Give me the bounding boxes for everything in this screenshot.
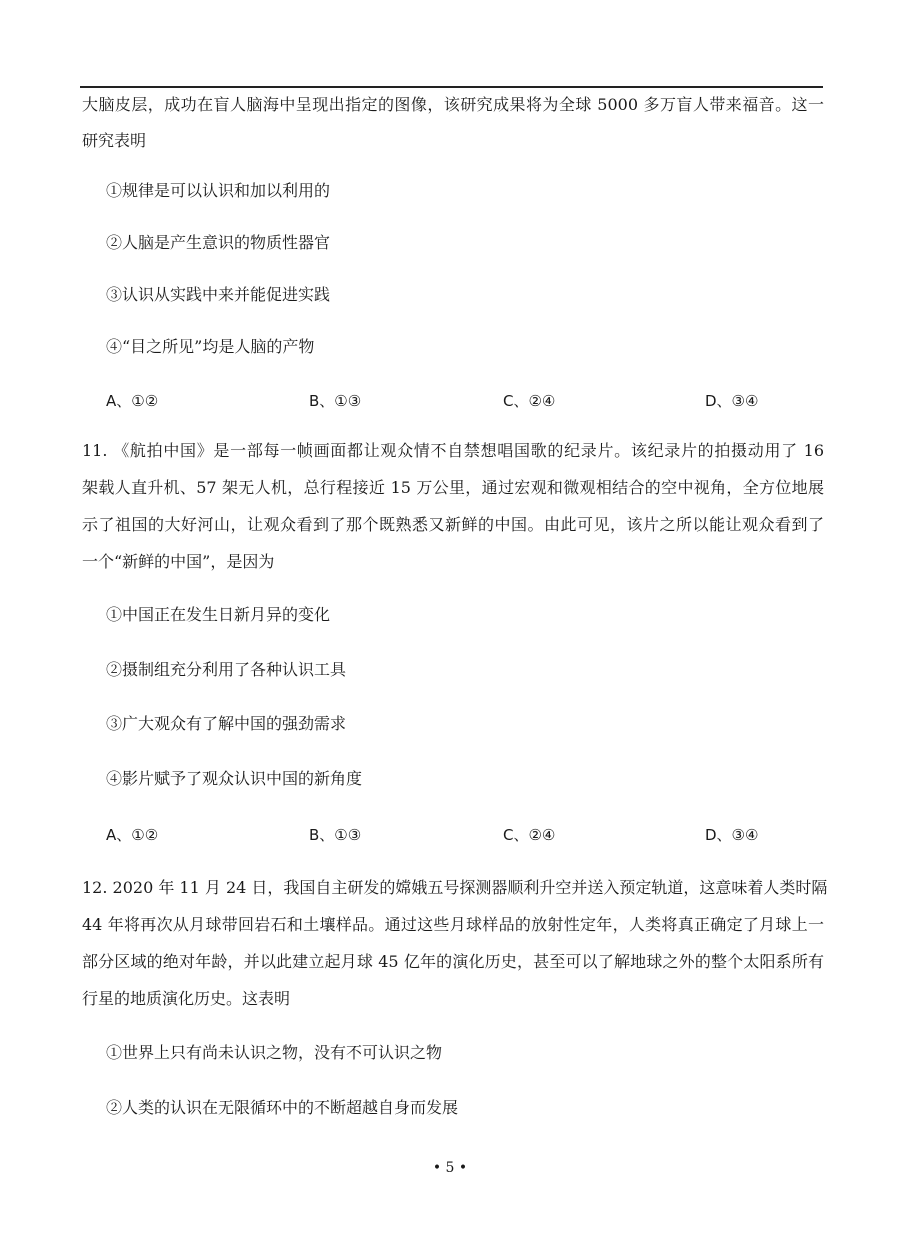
q12-line-3: 部分区域的绝对年龄，并以此建立起月球 45 亿年的演化历史，甚至可以了解地球之外的整个太阳系所有: [82, 952, 824, 971]
header-rule: [80, 86, 823, 88]
q12-line-2: 44 年将再次从月球带回岩石和土壤样品。通过这些月球样品的放射性定年，人类将真正确定了月球上一: [82, 915, 824, 934]
q10-options: [106, 390, 826, 410]
q11-statement-2: ②摄制组充分利用了各种认识工具: [106, 660, 347, 679]
q12-statement-2: ②人类的认识在无限循环中的不断超越自身而发展: [106, 1098, 459, 1117]
q11-line-3: 示了祖国的大好河山，让观众看到了那个既熟悉又新鲜的中国。由此可见，该片之所以能让观众看到了: [82, 515, 824, 534]
q10-statement-4: ④“目之所见”均是人脑的产物: [106, 337, 315, 356]
q11-option-c: C、②④: [503, 826, 556, 844]
q10-option-a: A、①②: [106, 392, 159, 410]
q10-line-2: 研究表明: [82, 131, 147, 150]
q11-line-1: 11. 《航拍中国》是一部每一帧画面都让观众情不自禁想唱国歌的纪录片。该纪录片的拍摄动用了 16: [82, 441, 824, 460]
q11-option-b: B、①③: [309, 826, 362, 844]
q12-line-4: 行星的地质演化历史。这表明: [82, 989, 291, 1008]
q11-line-4: 一个“新鲜的中国”，是因为: [82, 552, 275, 571]
q10-statement-2: ②人脑是产生意识的物质性器官: [106, 233, 331, 252]
q11-statement-3: ③广大观众有了解中国的强劲需求: [106, 714, 347, 733]
q11-option-a: A、①②: [106, 826, 159, 844]
q10-statement-3: ③认识从实践中来并能促进实践: [106, 285, 331, 304]
q10-statement-1: ①规律是可以认识和加以利用的: [106, 181, 331, 200]
q11-options: [106, 824, 826, 844]
q10-option-b: B、①③: [309, 392, 362, 410]
q11-statement-1: ①中国正在发生日新月异的变化: [106, 605, 331, 624]
q10-option-c: C、②④: [503, 392, 556, 410]
q12-statement-1: ①世界上只有尚未认识之物，没有不可认识之物: [106, 1043, 443, 1062]
q10-line-1: 大脑皮层，成功在盲人脑海中呈现出指定的图像，该研究成果将为全球 5000 多万盲人带来福音。这一: [82, 95, 824, 114]
q12-line-1: 12. 2020 年 11 月 24 日，我国自主研发的嫦娥五号探测器顺利升空并送入预定轨道，这意味着人类时隔: [82, 878, 828, 897]
page-number: • 5 •: [432, 1160, 468, 1176]
q11-option-d: D、③④: [705, 826, 759, 844]
q11-line-2: 架载人直升机、57 架无人机，总行程接近 15 万公里，通过宏观和微观相结合的空中视角，全方位地展: [82, 478, 824, 497]
q10-option-d: D、③④: [705, 392, 759, 410]
q11-statement-4: ④影片赋予了观众认识中国的新角度: [106, 769, 363, 788]
